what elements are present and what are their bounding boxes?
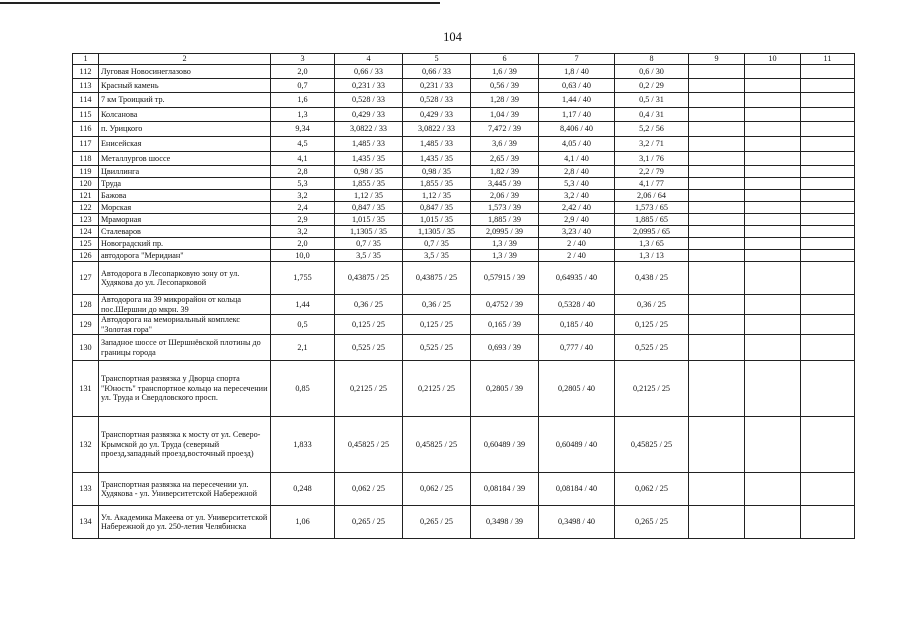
empty-cell-10 (745, 166, 801, 178)
value-cell-c7: 4,1 / 40 (539, 152, 615, 166)
value-cell-c3: 1,44 (271, 295, 335, 315)
empty-cell-10 (745, 262, 801, 295)
empty-cell-9 (689, 506, 745, 539)
value-cell-c6: 0,2805 / 39 (471, 361, 539, 417)
empty-cell-11 (801, 93, 855, 108)
empty-cell-11 (801, 506, 855, 539)
row-number-cell: 130 (73, 335, 99, 361)
value-cell-c8: 0,265 / 25 (615, 506, 689, 539)
value-cell-c7: 0,5328 / 40 (539, 295, 615, 315)
value-cell-c7: 2,8 / 40 (539, 166, 615, 178)
empty-cell-10 (745, 152, 801, 166)
table-row (73, 178, 855, 190)
table-row (73, 202, 855, 214)
value-cell-c3: 1,06 (271, 506, 335, 539)
row-number-cell: 119 (73, 166, 99, 178)
empty-cell-10 (745, 335, 801, 361)
value-cell-c3: 0,7 (271, 79, 335, 93)
value-cell-c6: 0,60489 / 39 (471, 417, 539, 473)
road-name-cell: Труда (99, 178, 271, 190)
empty-cell-11 (801, 122, 855, 137)
value-cell-c6: 1,573 / 39 (471, 202, 539, 214)
table-row (73, 137, 855, 152)
empty-cell-10 (745, 93, 801, 108)
value-cell-c3: 3,2 (271, 190, 335, 202)
empty-cell-11 (801, 65, 855, 79)
value-cell-c8: 1,885 / 65 (615, 214, 689, 226)
value-cell-c6: 1,885 / 39 (471, 214, 539, 226)
empty-cell-11 (801, 250, 855, 262)
road-name-cell: 7 км Троицкий тр. (99, 93, 271, 108)
empty-cell-11 (801, 202, 855, 214)
value-cell-c6: 3,6 / 39 (471, 137, 539, 152)
row-number-cell: 112 (73, 65, 99, 79)
empty-cell-9 (689, 108, 745, 122)
empty-cell-10 (745, 238, 801, 250)
row-number-cell: 126 (73, 250, 99, 262)
empty-cell-9 (689, 93, 745, 108)
value-cell-c4: 0,847 / 35 (335, 202, 403, 214)
empty-cell-10 (745, 65, 801, 79)
empty-cell-9 (689, 190, 745, 202)
empty-cell-9 (689, 250, 745, 262)
value-cell-c7: 1,44 / 40 (539, 93, 615, 108)
value-cell-c7: 4,05 / 40 (539, 137, 615, 152)
value-cell-c3: 2,0 (271, 65, 335, 79)
value-cell-c3: 1,6 (271, 93, 335, 108)
value-cell-c3: 1,755 (271, 262, 335, 295)
value-cell-c8: 0,45825 / 25 (615, 417, 689, 473)
value-cell-c8: 0,36 / 25 (615, 295, 689, 315)
empty-cell-10 (745, 250, 801, 262)
empty-cell-11 (801, 79, 855, 93)
value-cell-c3: 2,0 (271, 238, 335, 250)
value-cell-c4: 1,485 / 33 (335, 137, 403, 152)
value-cell-c6: 1,3 / 39 (471, 238, 539, 250)
value-cell-c8: 0,4 / 31 (615, 108, 689, 122)
value-cell-c6: 1,82 / 39 (471, 166, 539, 178)
table-row (73, 152, 855, 166)
value-cell-c8: 1,3 / 65 (615, 238, 689, 250)
table-row (73, 226, 855, 238)
value-cell-c7: 5,3 / 40 (539, 178, 615, 190)
empty-cell-10 (745, 108, 801, 122)
empty-cell-11 (801, 335, 855, 361)
road-name-cell: Бажова (99, 190, 271, 202)
value-cell-c3: 0,5 (271, 315, 335, 335)
road-name-cell: Цвиллинга (99, 166, 271, 178)
empty-cell-9 (689, 473, 745, 506)
header-cell: 1 (73, 54, 99, 65)
value-cell-c5: 1,485 / 33 (403, 137, 471, 152)
table-row (73, 506, 855, 539)
value-cell-c3: 9,34 (271, 122, 335, 137)
value-cell-c3: 0,248 (271, 473, 335, 506)
value-cell-c8: 1,3 / 13 (615, 250, 689, 262)
value-cell-c5: 0,7 / 35 (403, 238, 471, 250)
value-cell-c6: 1,6 / 39 (471, 65, 539, 79)
empty-cell-10 (745, 122, 801, 137)
value-cell-c8: 0,5 / 31 (615, 93, 689, 108)
empty-cell-9 (689, 226, 745, 238)
value-cell-c7: 3,23 / 40 (539, 226, 615, 238)
value-cell-c5: 0,062 / 25 (403, 473, 471, 506)
road-name-cell: автодорога "Меридиан" (99, 250, 271, 262)
value-cell-c6: 2,0995 / 39 (471, 226, 539, 238)
value-cell-c3: 4,1 (271, 152, 335, 166)
value-cell-c7: 1,17 / 40 (539, 108, 615, 122)
value-cell-c7: 0,08184 / 40 (539, 473, 615, 506)
road-name-cell: Сталеваров (99, 226, 271, 238)
header-cell: 8 (615, 54, 689, 65)
row-number-cell: 129 (73, 315, 99, 335)
row-number-cell: 123 (73, 214, 99, 226)
value-cell-c4: 0,43875 / 25 (335, 262, 403, 295)
value-cell-c7: 2 / 40 (539, 250, 615, 262)
value-cell-c4: 0,525 / 25 (335, 335, 403, 361)
value-cell-c8: 0,525 / 25 (615, 335, 689, 361)
row-number-cell: 127 (73, 262, 99, 295)
road-name-cell: Автодорога на мемориальный комплекс "Золотая гора" (99, 315, 271, 335)
value-cell-c5: 1,12 / 35 (403, 190, 471, 202)
row-number-cell: 122 (73, 202, 99, 214)
value-cell-c6: 0,57915 / 39 (471, 262, 539, 295)
value-cell-c6: 7,472 / 39 (471, 122, 539, 137)
table-row (73, 79, 855, 93)
road-name-cell: Мраморная (99, 214, 271, 226)
empty-cell-11 (801, 262, 855, 295)
value-cell-c5: 3,5 / 35 (403, 250, 471, 262)
row-number-cell: 124 (73, 226, 99, 238)
table-row (73, 262, 855, 295)
value-cell-c3: 3,2 (271, 226, 335, 238)
value-cell-c4: 0,45825 / 25 (335, 417, 403, 473)
table-row (73, 65, 855, 79)
empty-cell-10 (745, 226, 801, 238)
value-cell-c7: 0,185 / 40 (539, 315, 615, 335)
value-cell-c5: 1,435 / 35 (403, 152, 471, 166)
value-cell-c8: 3,2 / 71 (615, 137, 689, 152)
value-cell-c6: 0,56 / 39 (471, 79, 539, 93)
value-cell-c5: 0,2125 / 25 (403, 361, 471, 417)
empty-cell-10 (745, 79, 801, 93)
value-cell-c7: 0,3498 / 40 (539, 506, 615, 539)
road-name-cell: Металлургов шоссе (99, 152, 271, 166)
empty-cell-9 (689, 122, 745, 137)
road-name-cell: Новоградский пр. (99, 238, 271, 250)
value-cell-c4: 1,1305 / 35 (335, 226, 403, 238)
page-number: 104 (443, 30, 462, 44)
value-cell-c5: 1,015 / 35 (403, 214, 471, 226)
table-row (73, 250, 855, 262)
value-cell-c6: 2,06 / 39 (471, 190, 539, 202)
empty-cell-11 (801, 152, 855, 166)
empty-cell-9 (689, 238, 745, 250)
row-number-cell: 113 (73, 79, 99, 93)
road-name-cell: Красный камень (99, 79, 271, 93)
value-cell-c8: 0,2125 / 25 (615, 361, 689, 417)
value-cell-c4: 0,231 / 33 (335, 79, 403, 93)
empty-cell-11 (801, 178, 855, 190)
value-cell-c8: 0,6 / 30 (615, 65, 689, 79)
value-cell-c5: 0,98 / 35 (403, 166, 471, 178)
value-cell-c3: 2,9 (271, 214, 335, 226)
road-name-cell: Автодорога на 39 микрорайон от кольца пос.Шершни до мкрн. 39 (99, 295, 271, 315)
empty-cell-9 (689, 335, 745, 361)
value-cell-c6: 0,693 / 39 (471, 335, 539, 361)
table-row (73, 166, 855, 178)
table-row (73, 335, 855, 361)
value-cell-c8: 0,438 / 25 (615, 262, 689, 295)
empty-cell-10 (745, 361, 801, 417)
row-number-cell: 118 (73, 152, 99, 166)
value-cell-c8: 3,1 / 76 (615, 152, 689, 166)
value-cell-c8: 1,573 / 65 (615, 202, 689, 214)
value-cell-c4: 0,265 / 25 (335, 506, 403, 539)
empty-cell-9 (689, 152, 745, 166)
value-cell-c5: 0,265 / 25 (403, 506, 471, 539)
value-cell-c7: 2,42 / 40 (539, 202, 615, 214)
value-cell-c6: 1,04 / 39 (471, 108, 539, 122)
header-cell: 3 (271, 54, 335, 65)
empty-cell-11 (801, 190, 855, 202)
table-row (73, 417, 855, 473)
data-table (72, 53, 855, 539)
value-cell-c7: 0,2805 / 40 (539, 361, 615, 417)
value-cell-c3: 1,3 (271, 108, 335, 122)
road-name-cell: Автодорога в Лесопарковую зону от ул. Худякова до ул. Лесопарковой (99, 262, 271, 295)
road-name-cell: Транспортная развязка у Дворца спорта "Юность" транспортное кольцо на пересечении ул. Труда и Свердловского просп. (99, 361, 271, 417)
table-row (73, 190, 855, 202)
empty-cell-9 (689, 202, 745, 214)
empty-cell-11 (801, 214, 855, 226)
value-cell-c4: 1,435 / 35 (335, 152, 403, 166)
empty-cell-11 (801, 361, 855, 417)
value-cell-c8: 2,2 / 79 (615, 166, 689, 178)
value-cell-c5: 0,525 / 25 (403, 335, 471, 361)
empty-cell-9 (689, 79, 745, 93)
value-cell-c6: 0,165 / 39 (471, 315, 539, 335)
value-cell-c7: 3,2 / 40 (539, 190, 615, 202)
value-cell-c3: 2,4 (271, 202, 335, 214)
empty-cell-11 (801, 315, 855, 335)
empty-cell-10 (745, 295, 801, 315)
value-cell-c3: 1,833 (271, 417, 335, 473)
row-number-cell: 115 (73, 108, 99, 122)
header-cell: 4 (335, 54, 403, 65)
value-cell-c6: 0,4752 / 39 (471, 295, 539, 315)
value-cell-c7: 8,406 / 40 (539, 122, 615, 137)
empty-cell-9 (689, 214, 745, 226)
empty-cell-10 (745, 315, 801, 335)
empty-cell-9 (689, 361, 745, 417)
value-cell-c6: 0,3498 / 39 (471, 506, 539, 539)
value-cell-c7: 0,63 / 40 (539, 79, 615, 93)
road-name-cell: Колсанова (99, 108, 271, 122)
value-cell-c5: 1,855 / 35 (403, 178, 471, 190)
empty-cell-11 (801, 226, 855, 238)
row-number-cell: 131 (73, 361, 99, 417)
table-row (73, 238, 855, 250)
value-cell-c6: 2,65 / 39 (471, 152, 539, 166)
row-number-cell: 125 (73, 238, 99, 250)
empty-cell-9 (689, 262, 745, 295)
empty-cell-9 (689, 65, 745, 79)
header-cell: 9 (689, 54, 745, 65)
value-cell-c7: 1,8 / 40 (539, 65, 615, 79)
header-cell: 7 (539, 54, 615, 65)
header-row (73, 54, 855, 65)
table-row (73, 295, 855, 315)
table-row (73, 93, 855, 108)
row-number-cell: 133 (73, 473, 99, 506)
empty-cell-10 (745, 137, 801, 152)
table-row (73, 361, 855, 417)
empty-cell-11 (801, 238, 855, 250)
value-cell-c6: 1,28 / 39 (471, 93, 539, 108)
value-cell-c4: 3,0822 / 33 (335, 122, 403, 137)
row-number-cell: 134 (73, 506, 99, 539)
header-cell: 5 (403, 54, 471, 65)
empty-cell-11 (801, 137, 855, 152)
value-cell-c8: 0,125 / 25 (615, 315, 689, 335)
empty-cell-11 (801, 108, 855, 122)
value-cell-c8: 2,06 / 64 (615, 190, 689, 202)
value-cell-c4: 0,7 / 35 (335, 238, 403, 250)
header-cell: 11 (801, 54, 855, 65)
top-rule (0, 2, 440, 4)
empty-cell-10 (745, 506, 801, 539)
value-cell-c8: 4,1 / 77 (615, 178, 689, 190)
value-cell-c8: 0,062 / 25 (615, 473, 689, 506)
road-name-cell: Енисейская (99, 137, 271, 152)
value-cell-c3: 5,3 (271, 178, 335, 190)
value-cell-c4: 0,98 / 35 (335, 166, 403, 178)
value-cell-c4: 0,36 / 25 (335, 295, 403, 315)
value-cell-c5: 0,66 / 33 (403, 65, 471, 79)
row-number-cell: 120 (73, 178, 99, 190)
value-cell-c5: 0,847 / 35 (403, 202, 471, 214)
value-cell-c3: 10,0 (271, 250, 335, 262)
value-cell-c5: 0,45825 / 25 (403, 417, 471, 473)
header-cell: 6 (471, 54, 539, 65)
value-cell-c4: 0,429 / 33 (335, 108, 403, 122)
empty-cell-10 (745, 473, 801, 506)
road-name-cell: п. Урицкого (99, 122, 271, 137)
road-name-cell: Транспортная развязка к мосту от ул. Северо-Крымской до ул. Труда (северный проезд,западный проезд,восточный проезд) (99, 417, 271, 473)
value-cell-c7: 0,60489 / 40 (539, 417, 615, 473)
value-cell-c6: 0,08184 / 39 (471, 473, 539, 506)
value-cell-c6: 1,3 / 39 (471, 250, 539, 262)
value-cell-c5: 0,43875 / 25 (403, 262, 471, 295)
road-name-cell: Луговая Новосинеглазово (99, 65, 271, 79)
value-cell-c5: 0,528 / 33 (403, 93, 471, 108)
value-cell-c5: 1,1305 / 35 (403, 226, 471, 238)
road-name-cell: Транспортная развязка на пересечении ул. Худякова - ул. Университетской Набережной (99, 473, 271, 506)
value-cell-c4: 1,12 / 35 (335, 190, 403, 202)
value-cell-c5: 0,429 / 33 (403, 108, 471, 122)
road-name-cell: Ул. Академика Макеева от ул. Университетской Набережной до ул. 250-летия Челябинска (99, 506, 271, 539)
table-row (73, 214, 855, 226)
empty-cell-10 (745, 178, 801, 190)
empty-cell-9 (689, 137, 745, 152)
table-row (73, 315, 855, 335)
empty-cell-9 (689, 178, 745, 190)
value-cell-c4: 1,855 / 35 (335, 178, 403, 190)
value-cell-c8: 5,2 / 56 (615, 122, 689, 137)
empty-cell-9 (689, 417, 745, 473)
value-cell-c3: 0,85 (271, 361, 335, 417)
empty-cell-9 (689, 166, 745, 178)
value-cell-c5: 3,0822 / 33 (403, 122, 471, 137)
row-number-cell: 128 (73, 295, 99, 315)
empty-cell-10 (745, 417, 801, 473)
empty-cell-9 (689, 315, 745, 335)
value-cell-c8: 2,0995 / 65 (615, 226, 689, 238)
value-cell-c8: 0,2 / 29 (615, 79, 689, 93)
empty-cell-10 (745, 214, 801, 226)
row-number-cell: 121 (73, 190, 99, 202)
road-name-cell: Морская (99, 202, 271, 214)
value-cell-c4: 0,2125 / 25 (335, 361, 403, 417)
value-cell-c5: 0,36 / 25 (403, 295, 471, 315)
table-row (73, 473, 855, 506)
empty-cell-11 (801, 295, 855, 315)
value-cell-c3: 2,8 (271, 166, 335, 178)
empty-cell-9 (689, 295, 745, 315)
value-cell-c4: 0,125 / 25 (335, 315, 403, 335)
empty-cell-10 (745, 190, 801, 202)
row-number-cell: 114 (73, 93, 99, 108)
header-cell: 10 (745, 54, 801, 65)
road-name-cell: Западное шоссе от Шершнёвской плотины до границы города (99, 335, 271, 361)
value-cell-c4: 0,062 / 25 (335, 473, 403, 506)
table-row (73, 122, 855, 137)
empty-cell-11 (801, 166, 855, 178)
row-number-cell: 117 (73, 137, 99, 152)
row-number-cell: 116 (73, 122, 99, 137)
value-cell-c6: 3,445 / 39 (471, 178, 539, 190)
value-cell-c4: 1,015 / 35 (335, 214, 403, 226)
header-cell: 2 (99, 54, 271, 65)
value-cell-c7: 2,9 / 40 (539, 214, 615, 226)
value-cell-c3: 2,1 (271, 335, 335, 361)
value-cell-c7: 2 / 40 (539, 238, 615, 250)
empty-cell-10 (745, 202, 801, 214)
value-cell-c7: 0,777 / 40 (539, 335, 615, 361)
value-cell-c5: 0,231 / 33 (403, 79, 471, 93)
empty-cell-11 (801, 417, 855, 473)
value-cell-c3: 4,5 (271, 137, 335, 152)
value-cell-c4: 0,528 / 33 (335, 93, 403, 108)
empty-cell-11 (801, 473, 855, 506)
row-number-cell: 132 (73, 417, 99, 473)
value-cell-c4: 0,66 / 33 (335, 65, 403, 79)
value-cell-c7: 0,64935 / 40 (539, 262, 615, 295)
value-cell-c5: 0,125 / 25 (403, 315, 471, 335)
table-row (73, 108, 855, 122)
value-cell-c4: 3,5 / 35 (335, 250, 403, 262)
